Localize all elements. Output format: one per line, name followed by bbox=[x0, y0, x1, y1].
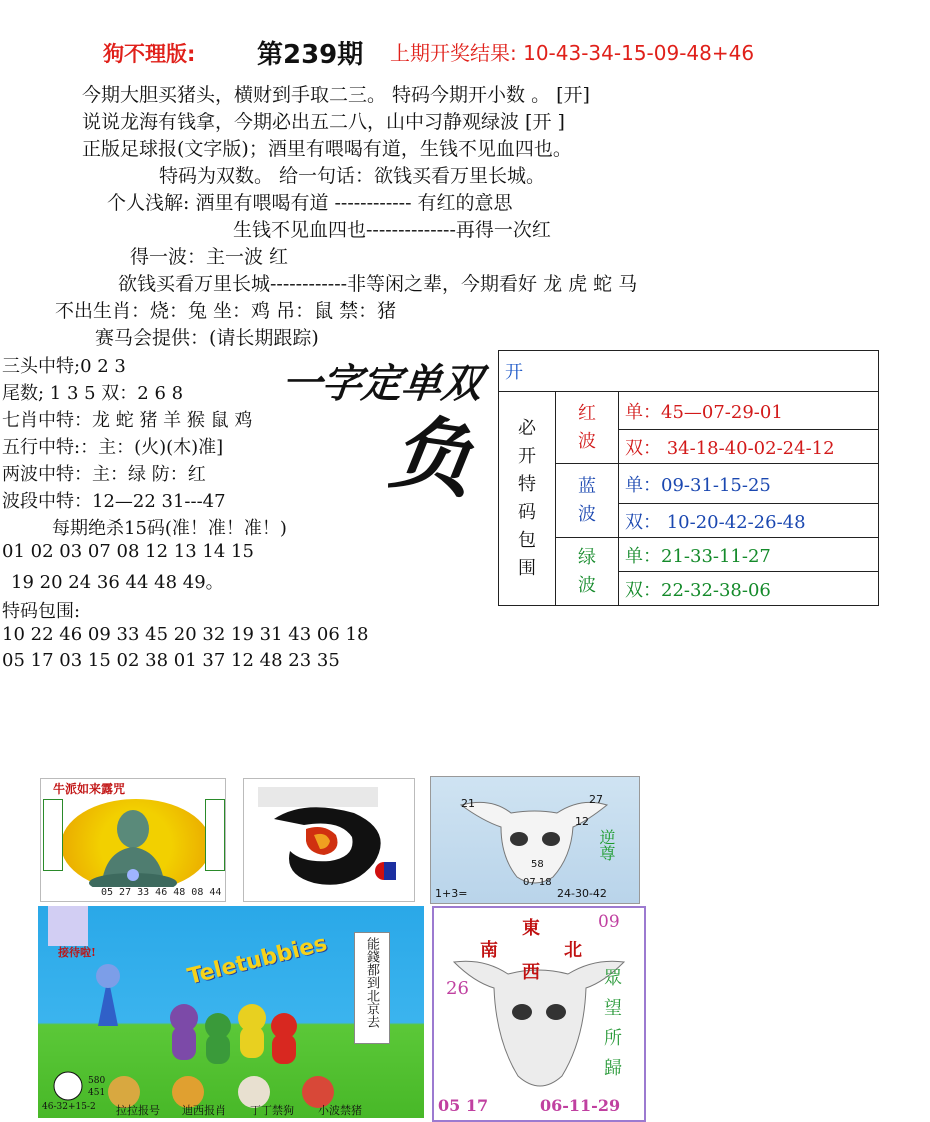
green-wave-label: 绿 波 bbox=[556, 538, 619, 606]
red-even-numbers: 双： 34-18-40-02-24-12 bbox=[619, 430, 879, 464]
skull1-side-text: 逆尊 bbox=[597, 829, 616, 861]
edition-label: 狗不理版: bbox=[103, 42, 196, 66]
brush-character: 负 bbox=[384, 403, 480, 511]
poem-line: 得一波：主一波 红 bbox=[130, 246, 289, 268]
poem-line: 生钱不见血四也--------------再得一次红 bbox=[233, 219, 551, 241]
list-line: 七肖中特：龙 蛇 猪 羊 猴 鼠 鸡 bbox=[2, 410, 253, 431]
table-header: 开 bbox=[499, 351, 879, 392]
swirl-graphic bbox=[244, 779, 414, 901]
teletubbies-image bbox=[38, 906, 424, 1118]
skull2-dir-east: 東 bbox=[522, 918, 540, 939]
skull2-top-number: 09 bbox=[598, 912, 620, 932]
buddha-title: 牛派如来露咒 bbox=[53, 782, 126, 796]
skull1-num-b: 27 bbox=[589, 793, 603, 806]
list-line: 05 17 03 15 02 38 01 37 12 48 23 35 bbox=[2, 650, 340, 671]
red-wave-label: 红 波 bbox=[556, 392, 619, 464]
tele-num-3: 46-32+15-2 bbox=[42, 1102, 96, 1112]
skull1-num-f: 24-30-42 bbox=[557, 887, 607, 900]
skull1-num-g: 1+3= bbox=[435, 887, 468, 900]
skull2-right-text: 眾 望 所 歸 bbox=[604, 968, 622, 1079]
poem-line: 今期大胆买猪头，横财到手取二三。 特码今期开小数 。 [开] bbox=[82, 84, 590, 106]
code-table bbox=[498, 350, 879, 606]
tele-caption: 丁丁禁狗 bbox=[250, 1104, 294, 1117]
buddha-numbers: 05 27 33 46 48 08 44 bbox=[59, 887, 223, 900]
poem-line: 说说龙海有钱拿，今期必出五二八，山中习静观绿波 [开 ] bbox=[82, 111, 565, 133]
skull2-dir-north: 北 bbox=[564, 940, 582, 961]
list-line: 两波中特：主：绿 防：红 bbox=[2, 464, 206, 485]
skull2-dir-west: 西 bbox=[522, 962, 540, 983]
poem-line: 欲钱买看万里长城------------非等闲之辈，今期看好 龙 虎 蛇 马 bbox=[118, 273, 638, 295]
poem-line: 正版足球报(文字版)；酒里有喂喝有道，生钱不见血四也。 bbox=[82, 138, 572, 160]
buddha-image bbox=[40, 778, 226, 902]
swirl-image bbox=[243, 778, 415, 902]
tele-title: Teletubbies bbox=[185, 931, 330, 990]
tele-right-box: 能錢都到北京去 bbox=[354, 932, 390, 1044]
list-line: 01 02 03 07 08 12 13 14 15 bbox=[2, 541, 254, 562]
brush-title: 一字定单双 bbox=[279, 360, 485, 407]
list-line: 五行中特:：主：(火)(木)准] bbox=[2, 437, 224, 458]
skull-image-1 bbox=[430, 776, 640, 904]
skull1-num-e: 07 18 bbox=[523, 877, 552, 888]
red-odd-numbers: 单：45—07-29-01 bbox=[619, 392, 879, 430]
tele-figures bbox=[38, 906, 424, 1118]
tele-num-1: 580 bbox=[88, 1076, 106, 1086]
poem-line: 个人浅解: 酒里有喂喝有道 ------------ 有红的意思 bbox=[107, 192, 513, 214]
list-line: 19 20 24 36 44 48 49。 bbox=[11, 572, 224, 593]
blue-even-numbers: 双： 10-20-42-26-48 bbox=[619, 504, 879, 538]
green-odd-numbers: 单：21-33-11-27 bbox=[619, 538, 879, 572]
table-side-label: 必 开 特 码 包 围 bbox=[499, 392, 556, 606]
issue-number: 第239期 bbox=[257, 40, 364, 70]
skull2-dir-south: 南 bbox=[480, 940, 498, 961]
skull1-num-c: 12 bbox=[575, 815, 589, 828]
list-line: 每期绝杀15码(准！准！准！) bbox=[52, 518, 287, 539]
skull1-num-d: 58 bbox=[531, 859, 544, 870]
tele-greeting: 接待啦! bbox=[58, 946, 96, 959]
list-line: 波段中特：12—22 31---47 bbox=[2, 491, 226, 512]
list-line: 三头中特;0 2 3 bbox=[2, 356, 126, 377]
blue-odd-numbers: 单：09-31-15-25 bbox=[619, 464, 879, 504]
skull-image-2 bbox=[432, 906, 646, 1122]
poem-line: 不出生肖：烧：兔 坐：鸡 吊：鼠 禁：猪 bbox=[55, 300, 397, 322]
poem-line: 赛马会提供：(请长期跟踪) bbox=[95, 327, 319, 349]
poem-line: 特码为双数。 给一句话：欲钱买看万里长城。 bbox=[159, 165, 546, 187]
skull2-left-number: 26 bbox=[446, 978, 469, 999]
tele-caption: 拉拉报号 bbox=[116, 1104, 160, 1117]
list-line: 10 22 46 09 33 45 20 32 19 31 43 06 18 bbox=[2, 624, 369, 645]
skull1-num-a: 21 bbox=[461, 797, 475, 810]
blue-wave-label: 蓝 波 bbox=[556, 464, 619, 538]
tele-num-2: 451 bbox=[88, 1088, 106, 1098]
buddha-figure bbox=[41, 779, 225, 901]
list-line: 特码包围: bbox=[2, 601, 81, 622]
tele-caption: 小波禁猪 bbox=[318, 1104, 362, 1117]
skull2-bottom-left: 05 17 bbox=[438, 1096, 489, 1115]
last-result: 上期开奖结果: 10-43-34-15-09-48+46 bbox=[390, 41, 755, 65]
tele-caption: 迪西报肖 bbox=[182, 1104, 226, 1117]
skull2-bottom-right: 06-11-29 bbox=[540, 1096, 621, 1115]
list-line: 尾数; 1 3 5 双：2 6 8 bbox=[2, 383, 184, 404]
green-even-numbers: 双：22-32-38-06 bbox=[619, 572, 879, 606]
